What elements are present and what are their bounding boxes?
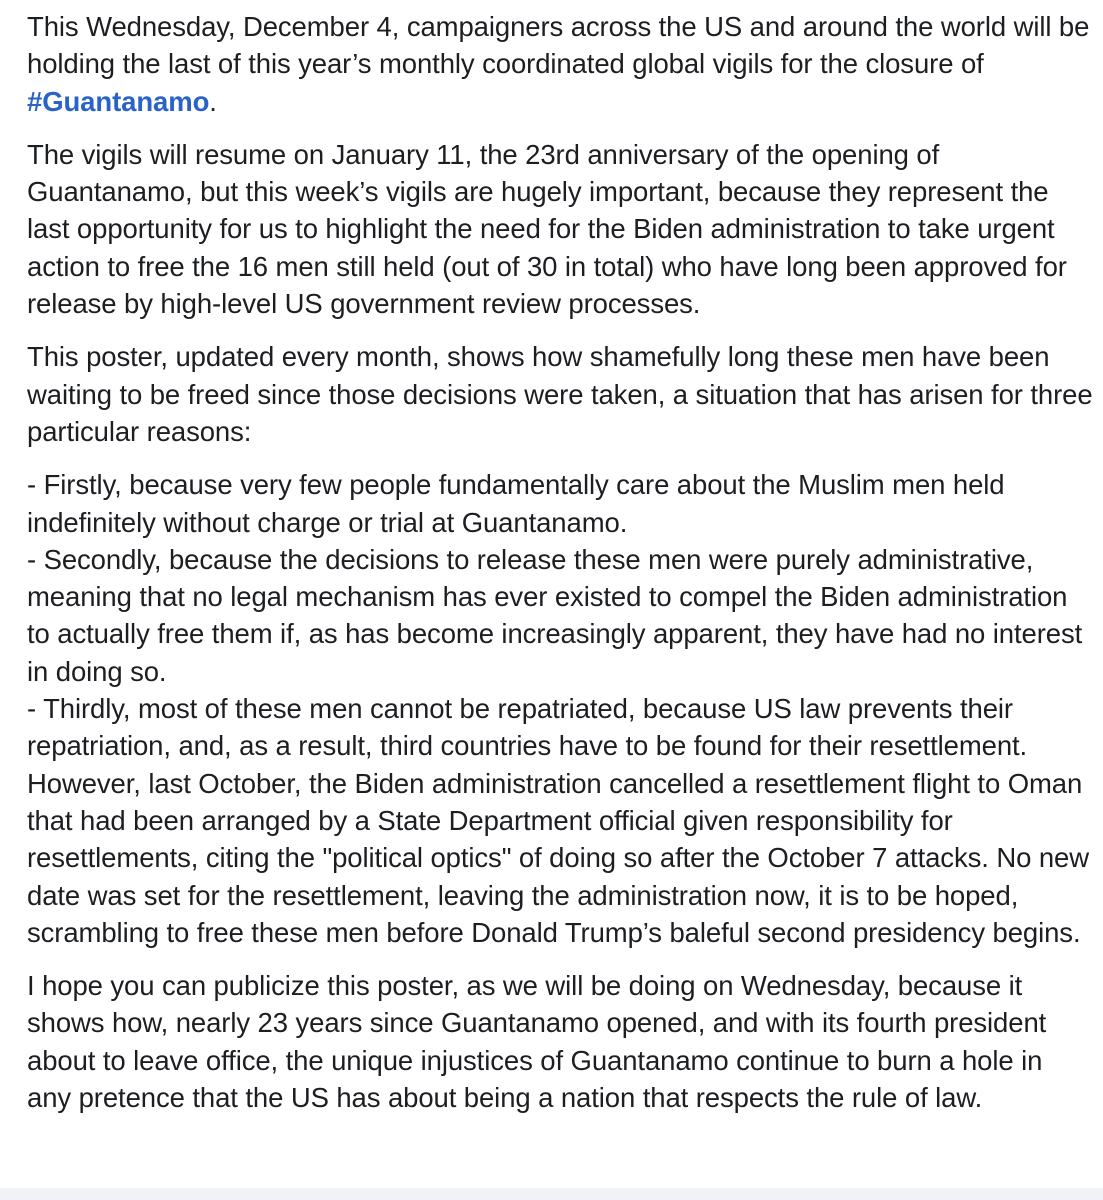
- reason-item-firstly: - Firstly, because very few people fundamentally care about the Muslim men held indefinitely without charge or trial at Guantanamo.: [27, 469, 1005, 538]
- paragraph-poster-explanation: This poster, updated every month, shows how shamefully long these men have been waiting to be freed since those decisions were taken, a situation that has arisen for three particular reasons:: [27, 341, 1093, 447]
- paragraph-text: This Wednesday, December 4, campaigners across the US and around the world will be holding the last of this year’s monthly coordinated global vigils for the closure of: [27, 11, 1090, 80]
- post-body: [27, 8, 1093, 1132]
- paragraph-closing-appeal: I hope you can publicize this poster, as we will be doing on Wednesday, because it shows how, nearly 23 years since Guantanamo opened, and with its fourth president about to leave office, the unique injustices of Guantanamo continue to burn a hole in any pretence that the US has about being a nation that respects the rule of law.: [27, 970, 1047, 1114]
- paragraph-text-end: .: [209, 85, 217, 117]
- paragraph-vigils-resume: The vigils will resume on January 11, the 23rd anniversary of the opening of Guantanamo, but this week’s vigils are hugely important, because they represent the last opportunity for us to highlight the need for the Biden administration to take urgent action to free the 16 men still held (out of 30 in total) who have long been approved for release by high-level US government review processes.: [27, 138, 1067, 320]
- reason-item-thirdly: - Thirdly, most of these men cannot be repatriated, because US law prevents their repatriation, and, as a result, third countries have to be found for their resettlement. However, last October, the Biden administration cancelled a resettlement flight to Oman that had been arranged by a State Department official given responsibility for resettlements, citing the "political optics" of doing so after the October 7 attacks. No new date was set for the resettlement, leaving the administration now, it is to be hoped, scrambling to free these men before Donald Trump’s baleful second presidency begins.: [27, 693, 1089, 948]
- reasons-list: [27, 466, 1093, 951]
- post-bottom-divider: [0, 1188, 1103, 1200]
- hashtag-link-guantanamo[interactable]: #Guantanamo: [27, 85, 210, 117]
- reason-item-secondly: - Secondly, because the decisions to release these men were purely administrative, meaning that no legal mechanism has ever existed to compel the Biden administration to actually free them if, as has become increasingly apparent, they have had no interest in doing so.: [27, 543, 1083, 687]
- paragraph-vigils-intro: [27, 8, 1093, 120]
